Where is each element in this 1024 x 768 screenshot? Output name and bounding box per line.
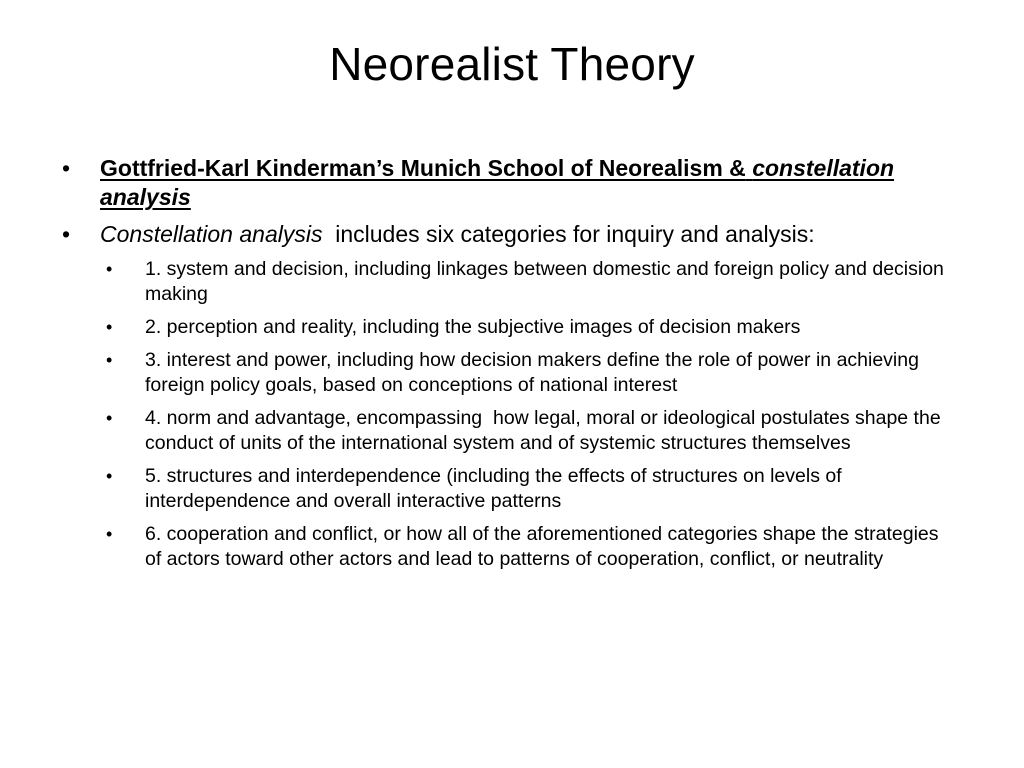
- category-text: 2. perception and reality, including the subjective images of decision makers: [145, 316, 801, 338]
- category-text: 5. structures and interdependence (including the effects of structures on levels of interdependence and overall interactive patterns: [145, 465, 842, 512]
- bullet-icon: •: [106, 317, 113, 337]
- bullet-icon: •: [106, 524, 113, 544]
- slide-title: Neorealist Theory: [329, 38, 695, 90]
- category-list: [62, 257, 962, 572]
- constellation-analysis-heading-text: constellation analysis: [100, 155, 895, 210]
- category-text: 6. cooperation and conflict, or how all of the aforementioned categories shape the strategies of actors toward other actors and lead to patterns of cooperation, conflict, or neutrality: [145, 523, 939, 570]
- munich-school-heading: [100, 155, 894, 210]
- bullet-icon: •: [62, 155, 71, 181]
- constellation-analysis-text: [100, 221, 815, 247]
- slide-body: [62, 154, 962, 580]
- bullet-icon: •: [62, 221, 71, 247]
- bullet-icon: •: [106, 466, 113, 486]
- category-text: 1. system and decision, including linkages between domestic and foreign policy and decision making: [145, 258, 944, 305]
- list-item: [62, 464, 945, 514]
- list-item: [62, 406, 945, 456]
- bullet-icon: •: [106, 259, 113, 279]
- list-item: [62, 315, 945, 340]
- bullet-point-munich-school: [62, 154, 962, 212]
- bullet-icon: •: [106, 350, 113, 370]
- category-text: 3. interest and power, including how decision makers define the role of power in achieving foreign policy goals, based on conceptions of national interest: [145, 349, 919, 396]
- constellation-analysis-description: includes six categories for inquiry and analysis:: [322, 221, 815, 247]
- list-item: [62, 522, 945, 572]
- list-item: [62, 257, 945, 307]
- munich-school-heading-text: Gottfried-Karl Kinderman’s Munich School of Neorealism &: [100, 155, 746, 181]
- category-text: 4. norm and advantage, encompassing how legal, moral or ideological postulates shape the conduct of units of the international system and of systemic structures themselves: [145, 407, 947, 454]
- bullet-point-constellation-analysis: [62, 220, 962, 249]
- constellation-analysis-term: Constellation analysis: [100, 221, 323, 247]
- bullet-icon: •: [106, 408, 113, 428]
- list-item: [62, 348, 945, 398]
